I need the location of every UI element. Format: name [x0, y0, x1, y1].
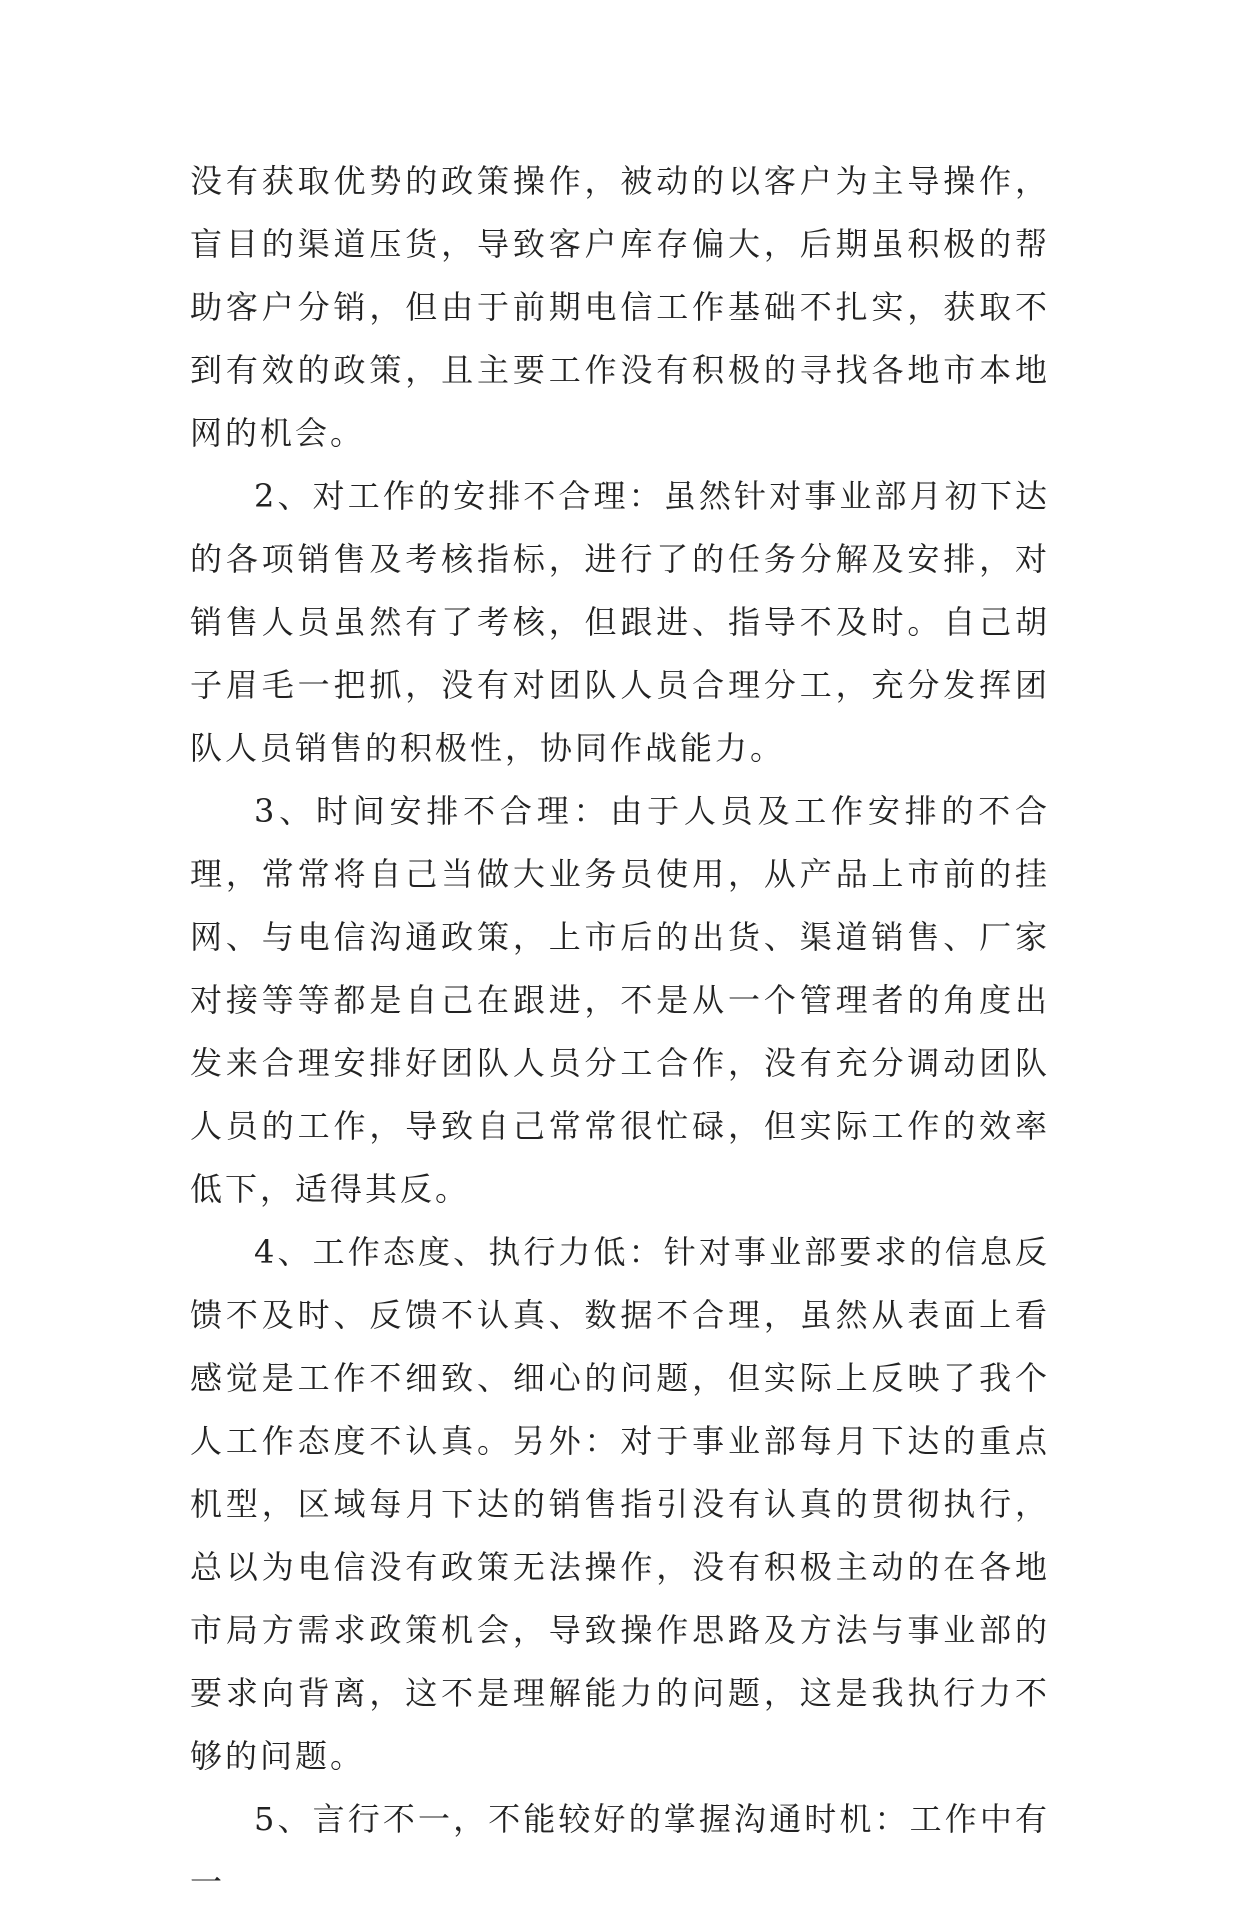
- paragraph-item-4: 4、工作态度、执行力低：针对事业部要求的信息反馈不及时、反馈不认真、数据不合理，虽然从表面上看感觉是工作不细致、细心的问题，但实际上反映了我个人工作态度不认真。另外：对于事业部每月下达的重点机型，区域每月下达的销售指引没有认真的贯彻执行，总以为电信没有政策无法操作，没有积极主动的在各地市局方需求政策机会，导致操作思路及方法与事业部的要求向背离，这不是理解能力的问题，这是我执行力不够的问题。: [190, 1233, 1050, 1775]
- paragraph-continuation: 没有获取优势的政策操作，被动的以客户为主导操作，盲目的渠道压货，导致客户库存偏大，后期虽积极的帮助客户分销，但由于前期电信工作基础不扎实，获取不到有效的政策，且主要工作没有积极的寻找各地市本地网的机会。: [190, 162, 1050, 452]
- document-body: [190, 150, 1050, 1914]
- paragraph-item-2: 2、对工作的安排不合理：虽然针对事业部月初下达的各项销售及考核指标，进行了的任务分解及安排，对销售人员虽然有了考核，但跟进、指导不及时。自己胡子眉毛一把抓，没有对团队人员合理分工，充分发挥团队人员销售的积极性，协同作战能力。: [190, 477, 1050, 767]
- paragraph-item-5: 5、言行不一，不能较好的掌握沟通时机：工作中有一: [190, 1800, 1050, 1901]
- paragraph-item-3: 3、时间安排不合理：由于人员及工作安排的不合理，常常将自己当做大业务员使用，从产品上市前的挂网、与电信沟通政策，上市后的出货、渠道销售、厂家对接等等都是自己在跟进，不是从一个管理者的角度出发来合理安排好团队人员分工合作，没有充分调动团队人员的工作，导致自己常常很忙碌，但实际工作的效率低下，适得其反。: [190, 792, 1050, 1208]
